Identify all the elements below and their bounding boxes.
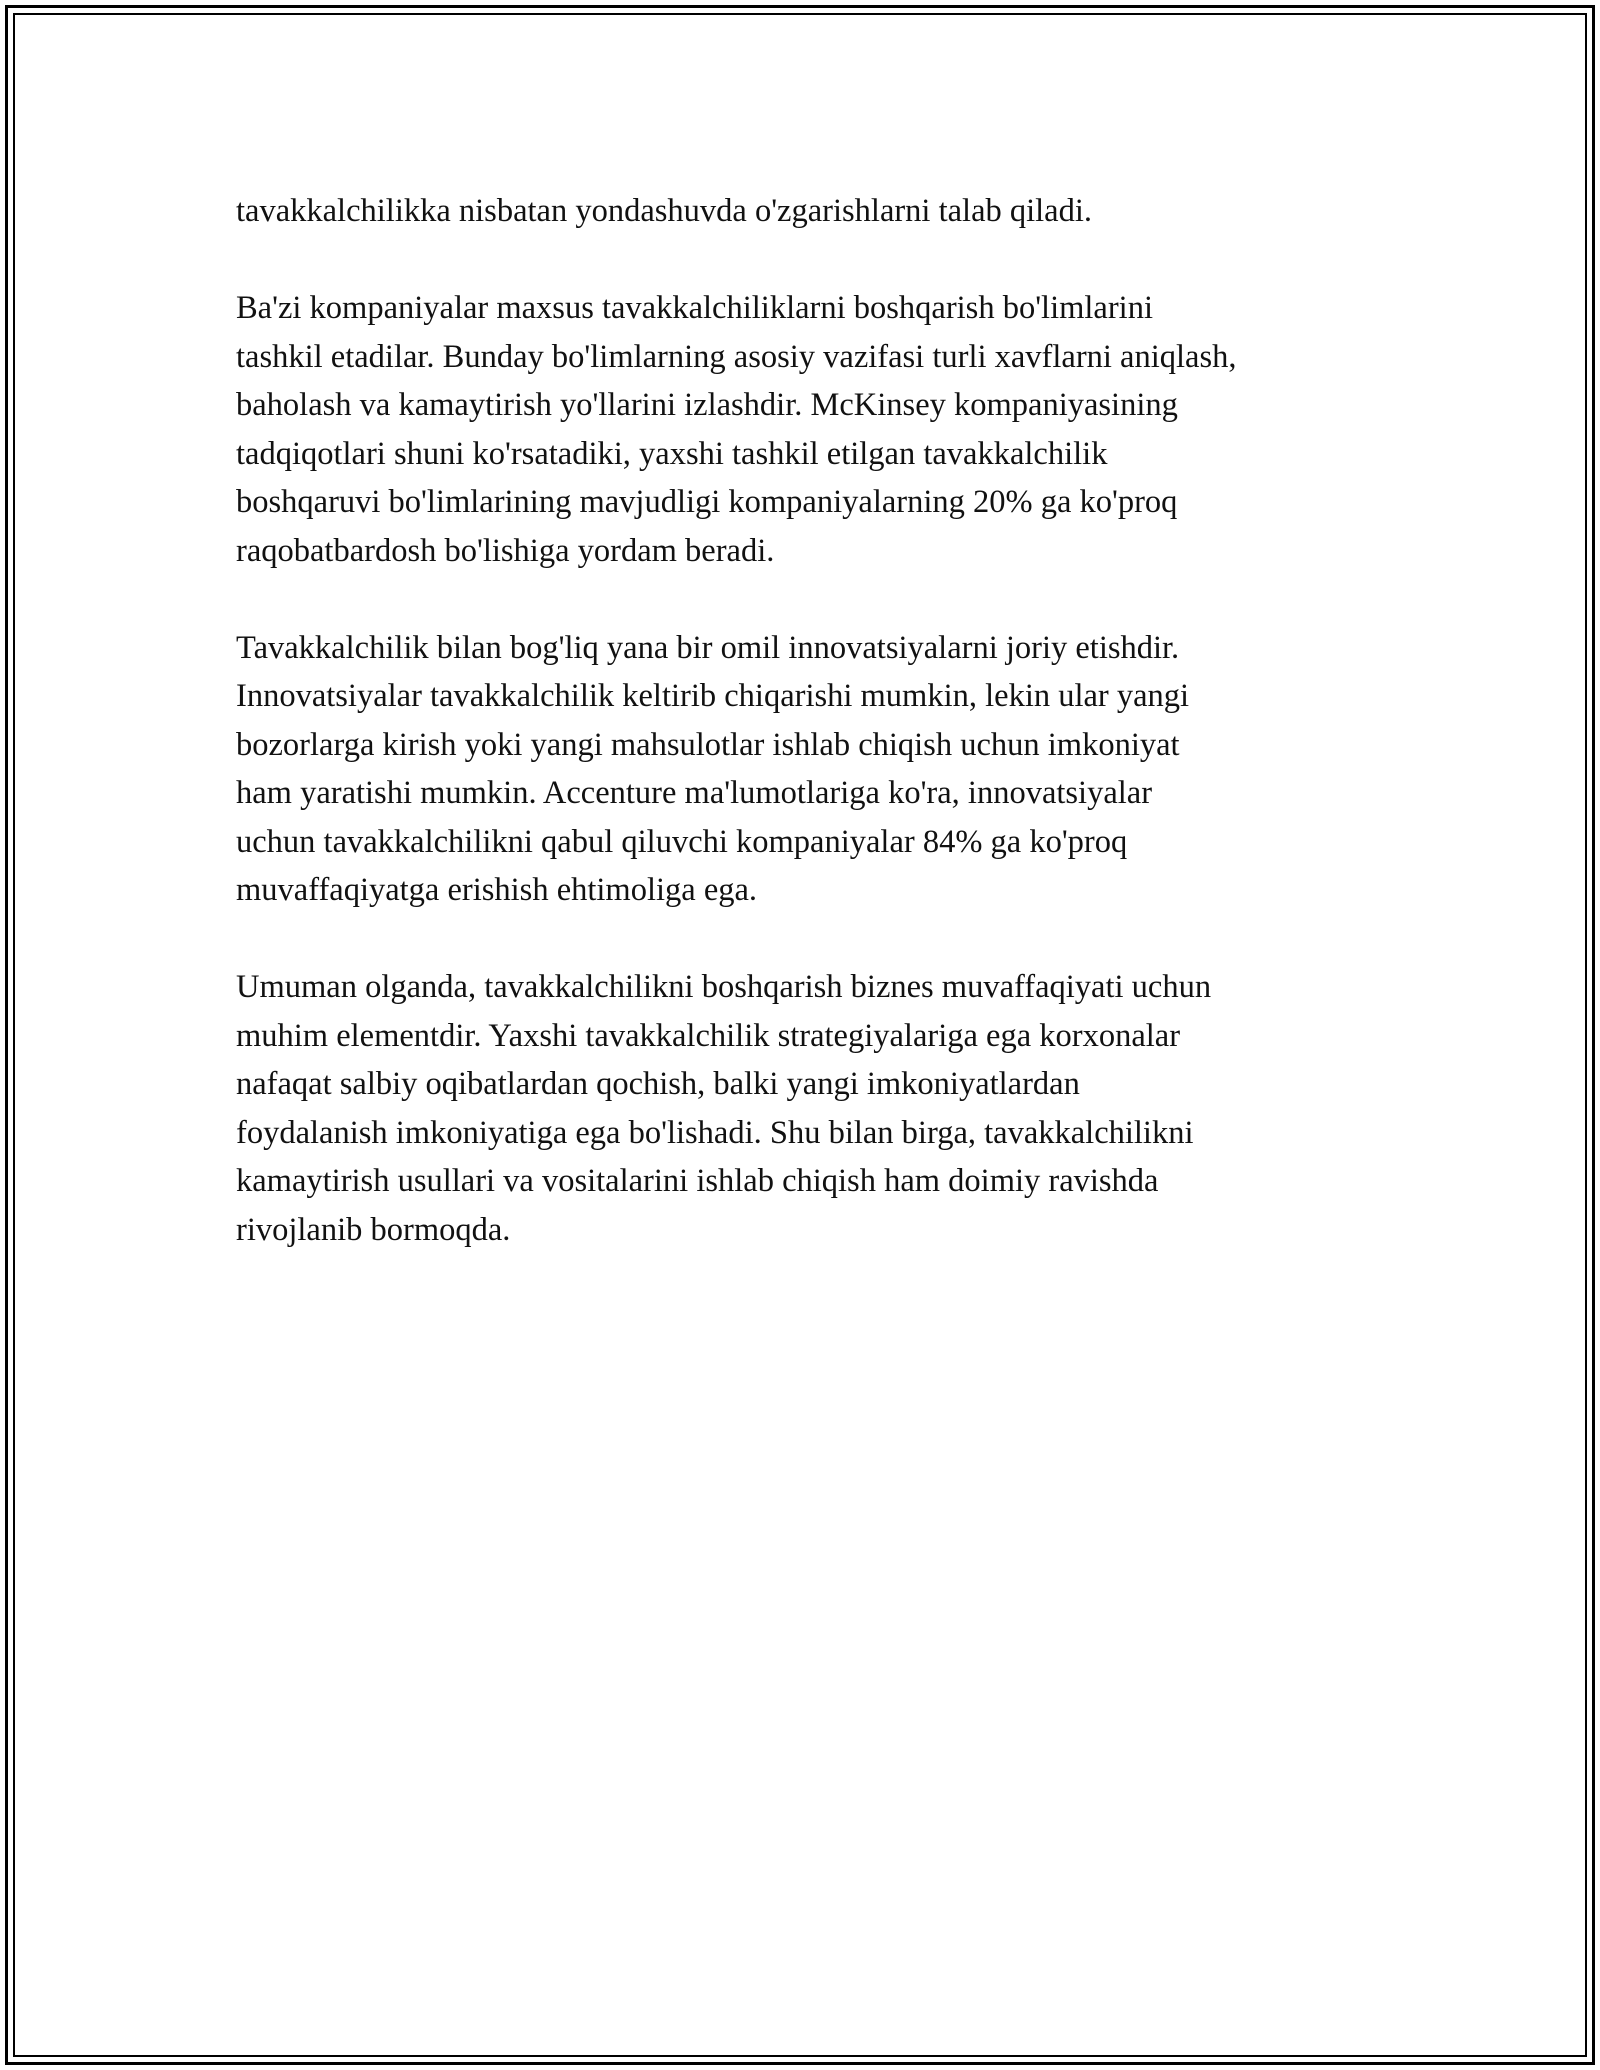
text-line: tadqiqotlari shuni ko'rsatadiki, yaxshi tashkil etilgan tavakkalchilik	[236, 435, 1108, 472]
document-body	[236, 187, 1386, 1303]
text-line: uchun tavakkalchilikni qabul qiluvchi kompaniyalar 84% ga ko'proq	[236, 823, 1128, 860]
text-line: Tavakkalchilik bilan bog'liq yana bir omil innovatsiyalarni joriy etishdir.	[236, 629, 1180, 666]
text-line: Umuman olganda, tavakkalchilikni boshqarish biznes muvaffaqiyati uchun	[236, 969, 1212, 1005]
text-line: baholash va kamaytirish yo'llarini izlashdir. McKinsey kompaniyasining	[236, 387, 1178, 423]
text-line: muvaffaqiyatga erishish ehtimoliga ega.	[236, 872, 758, 908]
text-line: nafaqat salbiy oqibatlardan qochish, balki yangi imkoniyatlardan	[236, 1066, 1080, 1102]
text-line: kamaytirish usullari va vositalarini ishlab chiqish ham doimiy ravishda	[236, 1163, 1159, 1199]
text-line: foydalanish imkoniyatiga ega bo'lishadi. Shu bilan birga, tavakkalchilikni	[236, 1114, 1194, 1151]
text-line: ham yaratishi mumkin. Accenture ma'lumotlariga ko'ra, innovatsiyalar	[236, 775, 1153, 811]
paragraph-1	[236, 187, 1386, 236]
text-line: rivojlanib bormoqda.	[236, 1211, 511, 1248]
text-line: muhim elementdir. Yaxshi tavakkalchilik strategiyalariga ega korxonalar	[236, 1017, 1181, 1054]
paragraph-4	[236, 963, 1386, 1254]
text-line: raqobatbardosh bo'lishiga yordam beradi.	[236, 532, 775, 569]
text-line: Ba'zi kompaniyalar maxsus tavakkalchiliklarni boshqarish bo'limlarini	[236, 290, 1153, 326]
text-line: tashkil etadilar. Bunday bo'limlarning asosiy vazifasi turli xavflarni aniqlash,	[236, 338, 1237, 375]
text-line: boshqaruvi bo'limlarining mavjudligi kompaniyalarning 20% ga ko'proq	[236, 484, 1178, 520]
paragraph-2	[236, 284, 1386, 575]
text-line: tavakkalchilikka nisbatan yondashuvda o'zgarishlarni talab qiladi.	[236, 193, 1093, 229]
text-line: Innovatsiyalar tavakkalchilik keltirib chiqarishi mumkin, lekin ular yangi	[236, 678, 1190, 714]
paragraph-3	[236, 624, 1386, 915]
text-line: bozorlarga kirish yoki yangi mahsulotlar ishlab chiqish uchun imkoniyat	[236, 726, 1180, 763]
